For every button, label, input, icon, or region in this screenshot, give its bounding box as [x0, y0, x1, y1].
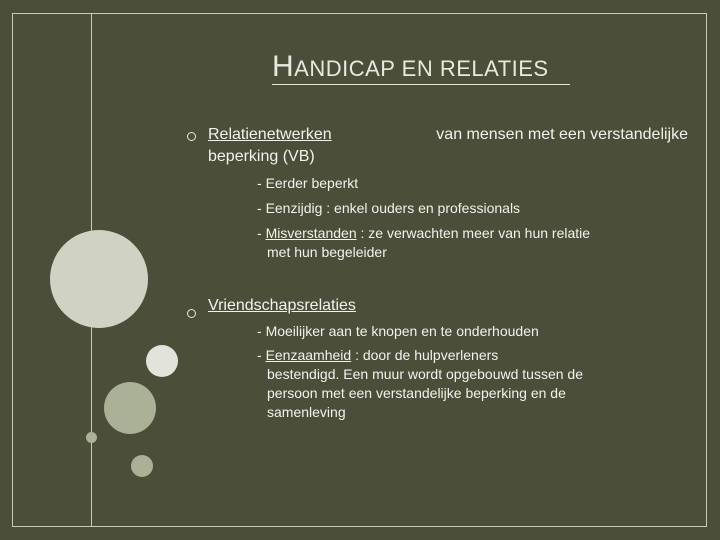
decorative-circle-small — [131, 455, 153, 477]
decorative-circle-tiny — [86, 432, 97, 443]
decorative-circle-large — [50, 230, 148, 328]
bullet-marker-icon — [187, 132, 196, 141]
sub-bullet-prefix: - — [257, 225, 266, 241]
sub-bullet — [257, 174, 358, 193]
sub-bullet — [257, 322, 539, 341]
sub-bullet-text: Eenzijdig : enkel ouders en professionals — [265, 200, 521, 216]
sub-bullet-prefix: - — [257, 323, 266, 339]
bullet-heading-line2: beperking (VB) — [208, 148, 315, 165]
bullet-heading — [208, 295, 356, 317]
sub-bullet-text: : door de hulpverleners — [351, 347, 499, 363]
sub-bullet-prefix: - — [257, 175, 266, 191]
sub-bullet-text: Moeilijker aan te knopen en te onderhouden — [265, 323, 539, 339]
bullet-heading-term: Vriendschapsrelaties — [208, 297, 356, 314]
title-underline — [272, 84, 570, 85]
sub-bullet-text: Eerder beperkt — [265, 175, 359, 191]
sub-bullet-prefix: - — [257, 200, 266, 216]
bullet-heading-term: Relatienetwerken — [208, 126, 332, 143]
sub-bullet — [257, 199, 520, 218]
bullet-marker-icon — [187, 309, 196, 318]
decorative-circle-medium — [104, 382, 156, 434]
sub-bullet — [257, 346, 583, 422]
title-rest: ANDICAP EN RELATIES — [294, 56, 549, 81]
sub-bullet-term: Misverstanden — [265, 225, 357, 241]
sub-bullet-term: Eenzaamheid — [265, 347, 352, 363]
sub-bullet-line2: bestendigd. Een muur wordt opgebouwd tussen de — [267, 366, 583, 382]
sub-bullet-line3: persoon met een verstandelijke beperking en de — [267, 385, 566, 401]
bullet-heading — [208, 124, 688, 168]
decorative-circle-light — [146, 345, 178, 377]
sub-bullet-prefix: - — [257, 347, 266, 363]
sub-bullet-line2: met hun begeleider — [267, 244, 387, 260]
sub-bullet-text: : ze verwachten meer van hun relatie — [356, 225, 591, 241]
slide-title — [272, 50, 572, 84]
bullet-heading-rest: van mensen met een verstandelijke — [431, 126, 688, 143]
sub-bullet — [257, 224, 590, 262]
title-initial: H — [272, 50, 295, 83]
sub-bullet-line4: samenleving — [267, 404, 346, 420]
